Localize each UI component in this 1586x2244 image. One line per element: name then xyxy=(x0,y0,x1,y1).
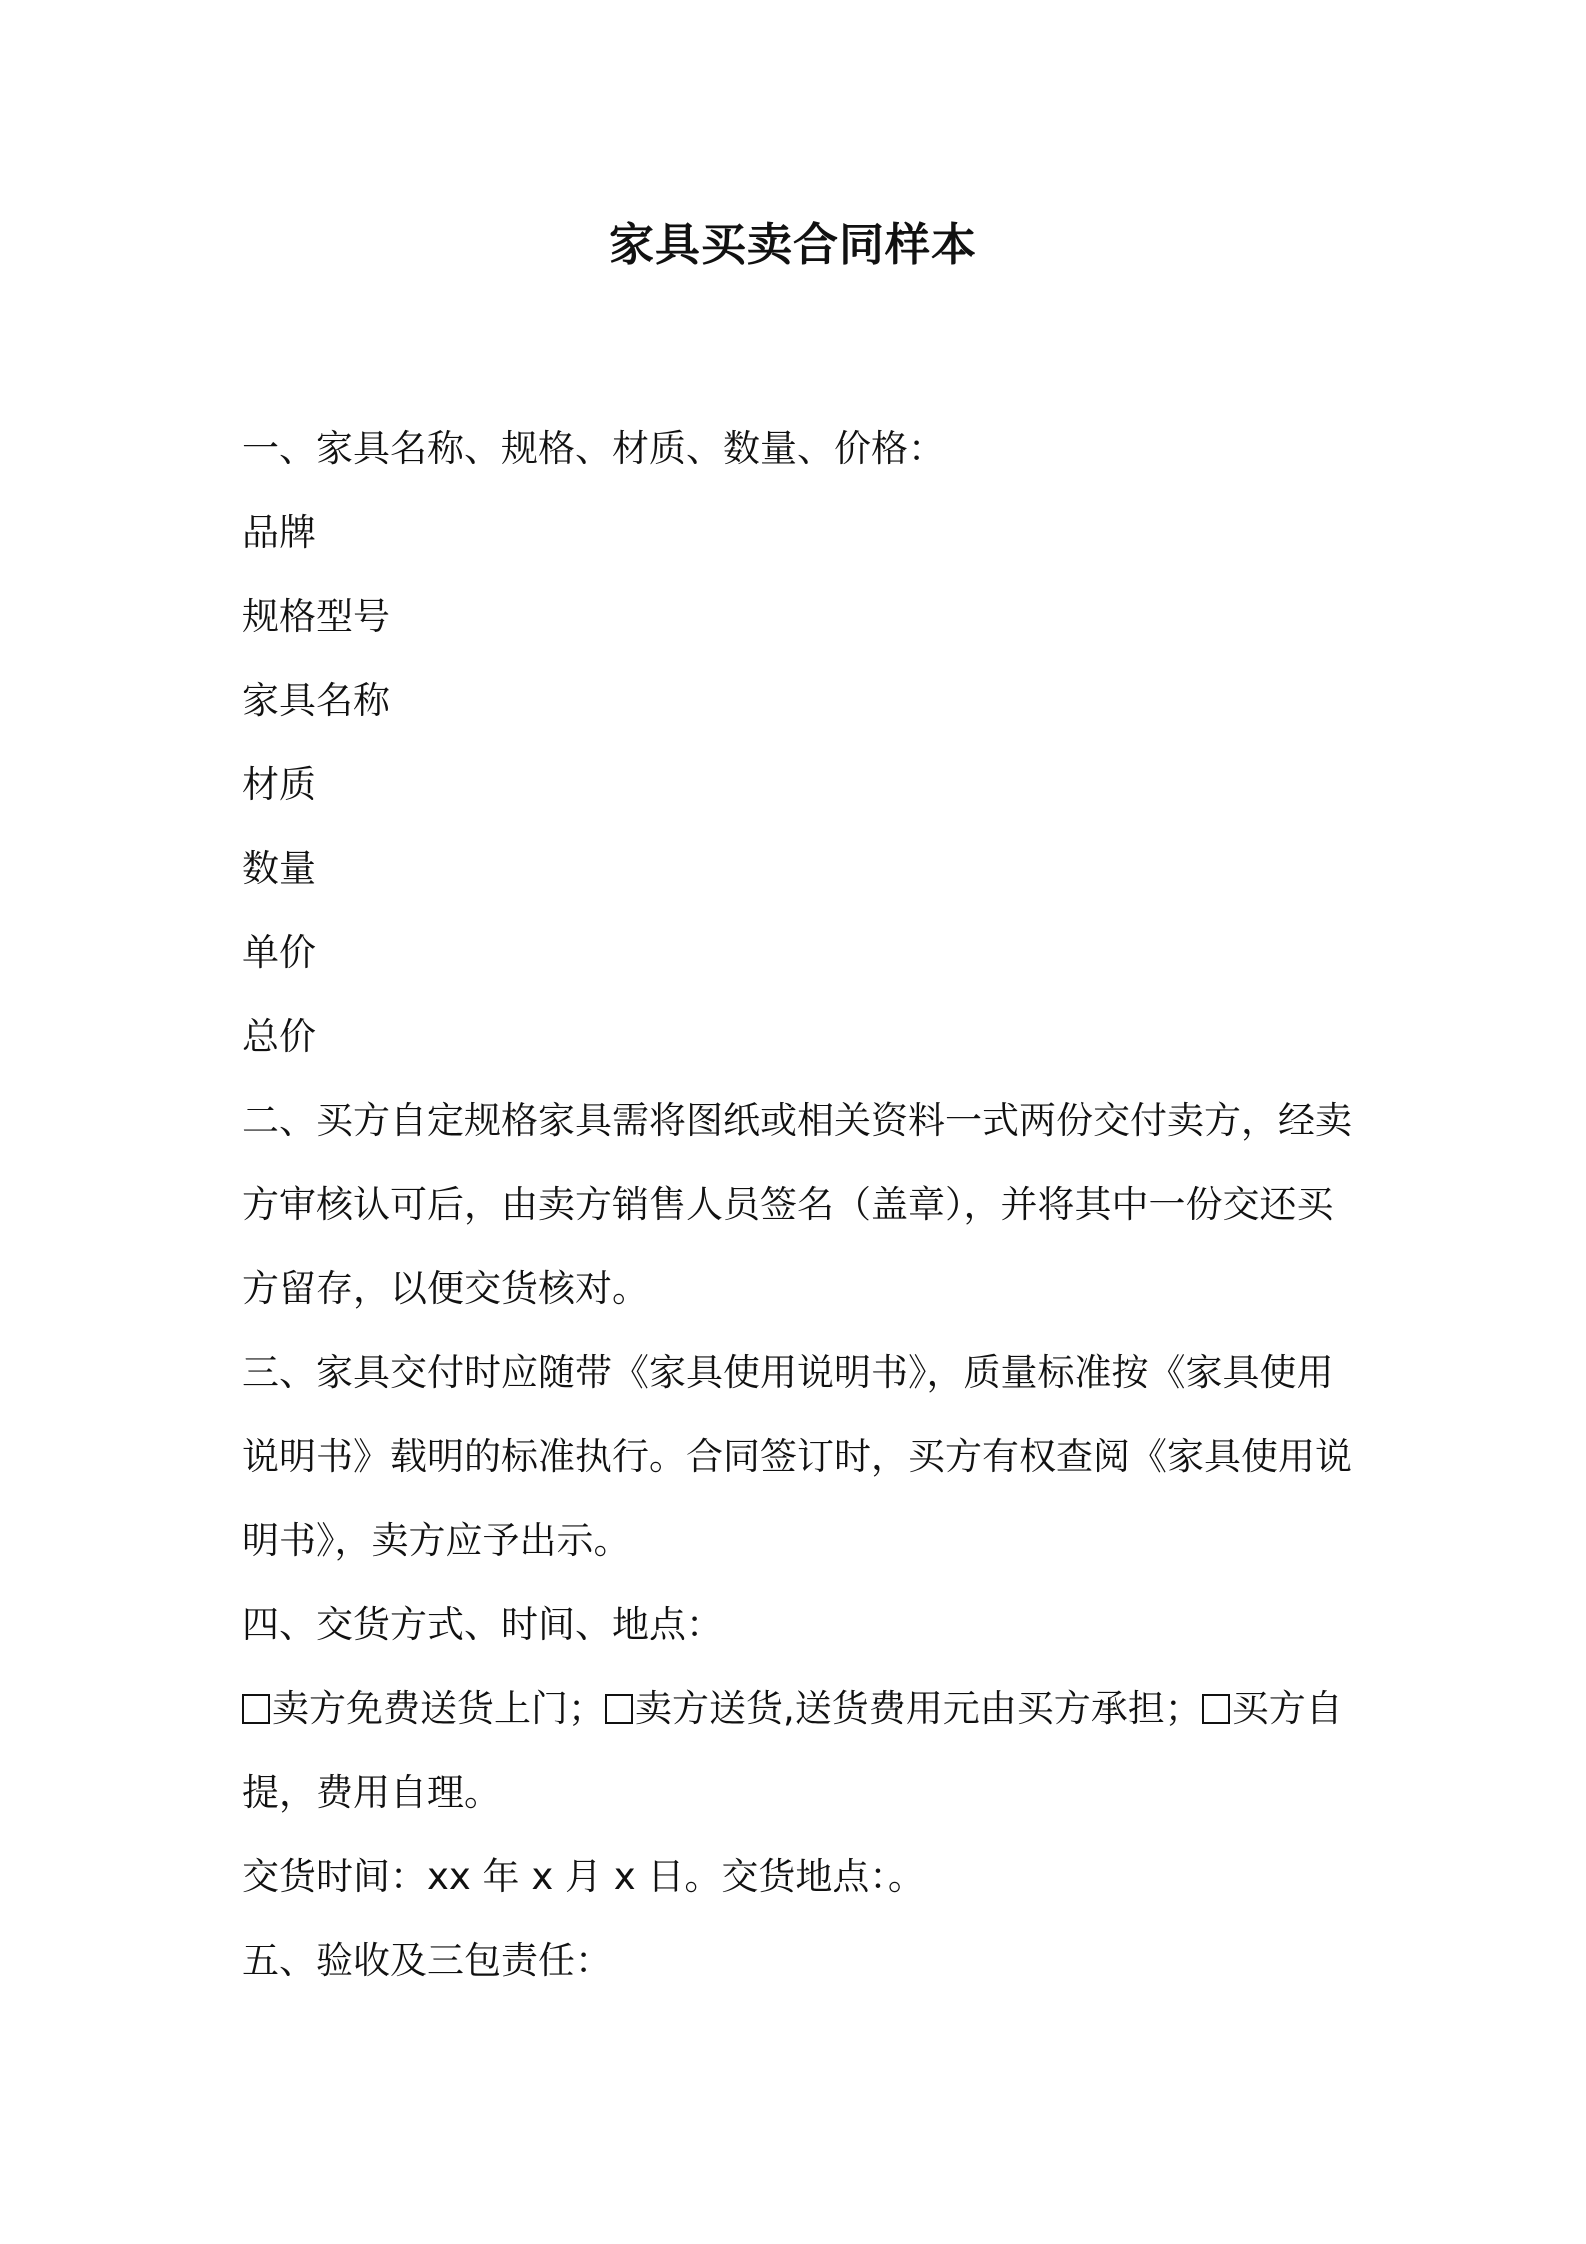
delivery-options xyxy=(242,1667,1362,1835)
item-quantity: 数量 xyxy=(242,847,316,890)
section-4-heading: 四、交货方式、时间、地点： xyxy=(242,1603,723,1646)
option-free-delivery-label: 卖方免费送货上门； xyxy=(272,1687,605,1730)
section-5-heading: 五、验收及三包责任： xyxy=(242,1939,612,1982)
delivery-time-place: 交货时间：xx 年 x 月 x 日。交货地点：。 xyxy=(242,1855,925,1898)
checkbox-self-pickup[interactable] xyxy=(1202,1694,1230,1724)
checkbox-free-delivery[interactable] xyxy=(242,1694,270,1724)
option-paid-delivery-label: 卖方送货,送货费用元由买方承担； xyxy=(635,1687,1202,1730)
document-body xyxy=(242,407,1362,2003)
section-1-heading: 一、家具名称、规格、材质、数量、价格： xyxy=(242,427,945,470)
item-unit-price: 单价 xyxy=(242,931,316,974)
section-3-text: 三、家具交付时应随带《家具使用说明书》，质量标准按《家具使用说明书》载明的标准执行。合同签订时，买方有权查阅《家具使用说明书》，卖方应予出示。 xyxy=(242,1351,1352,1562)
option-self-pickup-label: 买方自提，费用自理。 xyxy=(242,1687,1343,1814)
item-total-price: 总价 xyxy=(242,1015,316,1058)
item-brand: 品牌 xyxy=(242,511,316,554)
document-title: 家具买卖合同样本 xyxy=(608,218,977,271)
item-material: 材质 xyxy=(242,763,316,806)
checkbox-paid-delivery[interactable] xyxy=(605,1694,633,1724)
item-furniture-name: 家具名称 xyxy=(242,679,390,722)
section-2-text: 二、买方自定规格家具需将图纸或相关资料一式两份交付卖方，经卖方审核认可后，由卖方销售人员签名（盖章），并将其中一份交还买方留存，以便交货核对。 xyxy=(242,1099,1352,1310)
item-spec-model: 规格型号 xyxy=(242,595,390,638)
